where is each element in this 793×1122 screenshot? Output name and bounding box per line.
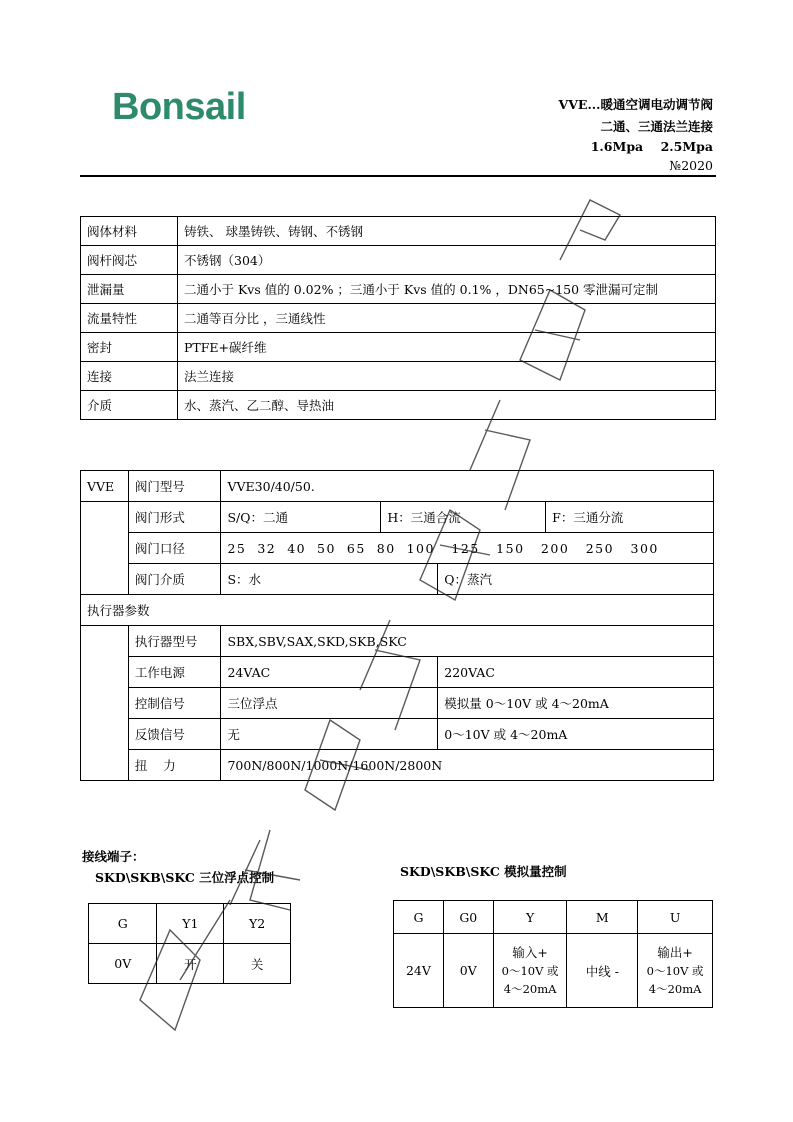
model-value: VVE30/40/50. (221, 471, 714, 502)
y-line2: 0～10V 或 (501, 963, 559, 978)
analog-wiring-table (393, 900, 713, 1008)
form-h: H：三通合流 (381, 502, 546, 533)
act-model-label: 执行器型号 (128, 626, 221, 657)
ctrl-float: 三位浮点 (221, 688, 438, 719)
terminal-g-value: 0V (89, 944, 157, 984)
power-220: 220VAC (438, 657, 714, 688)
terminal-g0-value: 0V (443, 934, 493, 1008)
ctrl-label: 控制信号 (128, 688, 221, 719)
spec-table (80, 470, 714, 781)
header-title: VVE...暖通空调电动调节阀 (558, 97, 713, 112)
series-label: VVE (81, 471, 129, 502)
header-divider (80, 175, 716, 177)
row-value: 铸铁、 球墨铸铁、铸钢、不锈钢 (178, 217, 716, 246)
u-line2: 0～10V 或 (646, 963, 704, 978)
row-label: 阀杆阀芯 (81, 246, 178, 275)
table-row (81, 471, 714, 502)
table-row (89, 944, 291, 984)
table-row (81, 304, 716, 333)
terminal-g: G (89, 904, 157, 944)
table-row (81, 626, 714, 657)
fb-none: 无 (221, 719, 438, 750)
row-value: 法兰连接 (178, 362, 716, 391)
terminal-m: M (567, 901, 638, 934)
torque-value: 700N/800N/1000N/1600N/2800N (221, 750, 714, 781)
row-value: 二通等百分比 ，三通线性 (178, 304, 716, 333)
row-label: 阀体材料 (81, 217, 178, 246)
terminal-y1: Y1 (157, 904, 224, 944)
ctrl-analog: 模拟量 0～10V 或 4～20mA (438, 688, 714, 719)
table-row (394, 901, 713, 934)
row-label: 密封 (81, 333, 178, 362)
medium-q: Q：蒸汽 (438, 564, 714, 595)
row-label: 介质 (81, 391, 178, 420)
fb-range: 0～10V 或 4～20mA (438, 719, 714, 750)
terminal-y: Y (493, 901, 567, 934)
form-sq: S/Q：二通 (221, 502, 381, 533)
terminal-m-value: 中线 - (567, 934, 638, 1008)
blank-cell (81, 502, 129, 595)
form-label: 阀门形式 (128, 502, 221, 533)
table-row (81, 217, 716, 246)
fb-label: 反馈信号 (128, 719, 221, 750)
terminal-g0: G0 (443, 901, 493, 934)
material-table (80, 216, 716, 420)
row-label: 泄漏量 (81, 275, 178, 304)
header-subtitle: 二通、三通法兰连接 (600, 119, 713, 134)
terminal-y2: Y2 (224, 904, 291, 944)
row-value: 不锈钢（304） (178, 246, 716, 275)
form-f: F：三通分流 (546, 502, 714, 533)
actuator-section-title: 执行器参数 (81, 595, 714, 626)
terminal-y-value (493, 934, 567, 1008)
dn-label: 阀门口径 (128, 533, 221, 564)
table-row (81, 657, 714, 688)
blank-cell (81, 626, 129, 781)
table-row (81, 719, 714, 750)
model-label: 阀门型号 (128, 471, 221, 502)
wiring-title: 接线端子： (82, 849, 145, 864)
table-row (81, 333, 716, 362)
u-line1: 输出+ (657, 944, 693, 960)
dn-values: 25 32 40 50 65 80 100 125 150 200 250 300 (221, 533, 714, 564)
torque-label: 扭 力 (128, 750, 221, 781)
table-row (81, 688, 714, 719)
table-row (81, 246, 716, 275)
row-value: 二通小于 Kvs 值的 0.02% ；三通小于 Kvs 值的 0.1% ，DN65~150 零泄漏可定制 (178, 275, 716, 304)
table-row (81, 275, 716, 304)
row-label: 流量特性 (81, 304, 178, 333)
float-control-title: SKD\SKB\SKC 三位浮点控制 (95, 870, 275, 885)
table-row (81, 391, 716, 420)
table-row (394, 934, 713, 1008)
table-row (89, 904, 291, 944)
float-wiring-table (88, 903, 291, 984)
row-label: 连接 (81, 362, 178, 391)
act-model-value: SBX,SBV,SAX,SKD,SKB,SKC (221, 626, 714, 657)
table-row (81, 533, 714, 564)
row-value: 水、蒸汽、乙二醇、导热油 (178, 391, 716, 420)
table-row (81, 595, 714, 626)
terminal-g-value: 24V (394, 934, 444, 1008)
terminal-u: U (638, 901, 713, 934)
row-value: PTFE+碳纤维 (178, 333, 716, 362)
y-line1: 输入+ (512, 944, 548, 960)
header-pressure: 1.6Mpa 2.5Mpa (590, 139, 713, 154)
terminal-g: G (394, 901, 444, 934)
terminal-y2-value: 关 (224, 944, 291, 984)
table-row (81, 564, 714, 595)
medium-s: S：水 (221, 564, 438, 595)
brand-logo: Bonsail (112, 86, 246, 128)
table-row (81, 750, 714, 781)
terminal-u-value (638, 934, 713, 1008)
power-24: 24VAC (221, 657, 438, 688)
analog-control-title: SKD\SKB\SKC 模拟量控制 (400, 864, 567, 879)
terminal-y1-value: 开 (157, 944, 224, 984)
table-row (81, 362, 716, 391)
table-row (81, 502, 714, 533)
u-line3: 4～20mA (648, 981, 702, 996)
medium-label: 阀门介质 (128, 564, 221, 595)
power-label: 工作电源 (128, 657, 221, 688)
y-line3: 4～20mA (503, 981, 557, 996)
header-doc-number: №2020 (669, 158, 713, 173)
